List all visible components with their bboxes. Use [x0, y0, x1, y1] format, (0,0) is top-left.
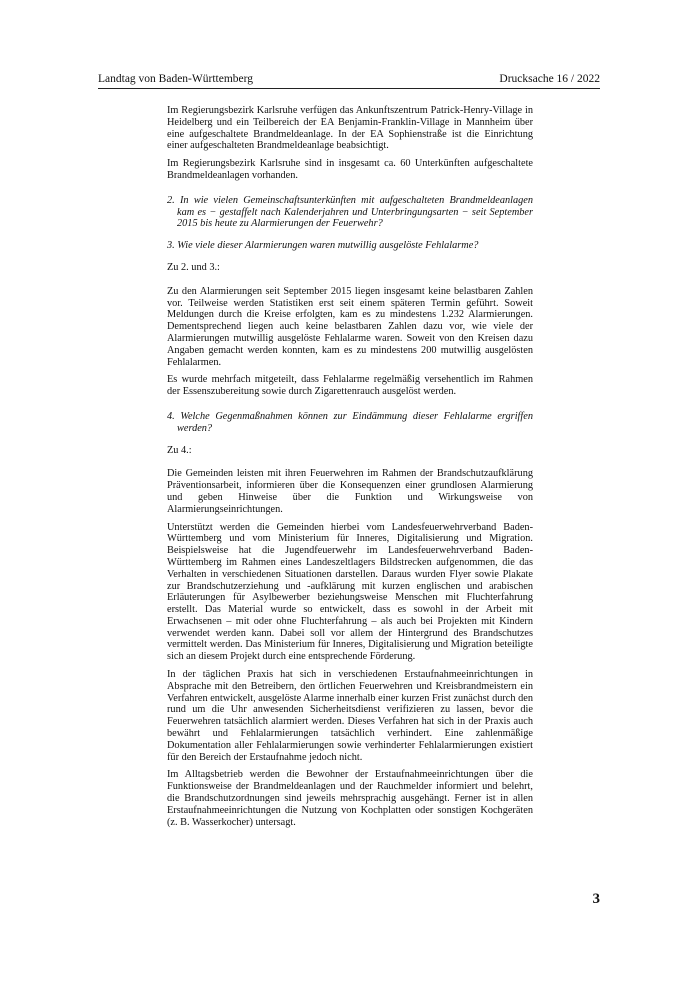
paragraph: Es wurde mehrfach mitgeteilt, dass Fehlalarme regelmäßig versehentlich im Rahmen der Essenszubereitung sowie durch Zigarettenrauch ausgelöst werden. — [167, 374, 533, 398]
question-3: 3. Wie viele dieser Alarmierungen waren mutwillig ausgelöste Fehlalarme? — [167, 240, 479, 252]
header-parliament: Landtag von Baden-Württemberg — [98, 73, 253, 85]
answer-heading-4: Zu 4.: — [167, 444, 192, 456]
paragraph: Die Gemeinden leisten mit ihren Feuerwehren im Rahmen der Brandschutzaufklärung Präventionsarbeit, informieren über die Konsequenzen einer grundlosen Alarmierung und geben Hinweise über die Funktion und Wirkungsweise von Alarmierungseinrichtungen. — [167, 468, 533, 515]
header-document-number: Drucksache 16 / 2022 — [499, 73, 600, 85]
answer-heading-2-3: Zu 2. und 3.: — [167, 261, 220, 273]
paragraph: Im Alltagsbetrieb werden die Bewohner der Erstaufnahmeeinrichtungen über die Funktionsweise der Brandmeldeanlagen und der Rauchmelder informiert und belehrt, die Brandschutzordnungen sind jeweils mehrsprachig ausgehängt. Ferner ist in allen Erstaufnahmeeinrichtungen die Nutzung von Kochplatten oder sonstigen Kochgeräten (z. B. Wasserkocher) untersagt. — [167, 769, 533, 828]
page-header — [98, 72, 600, 86]
header-rule — [98, 88, 600, 89]
document-body — [167, 105, 533, 834]
paragraph: Im Regierungsbezirk Karlsruhe sind in insgesamt ca. 60 Unterkünften aufgeschaltete Brandmeldeanlagen vorhanden. — [167, 158, 533, 181]
paragraph: Im Regierungsbezirk Karlsruhe verfügen das Ankunftszentrum Patrick-Henry-Village in Heidelberg und ein Teilbereich der EA Benjamin-Franklin-Village in Mannheim über eine aufgeschaltete Brandmeldeanlage. In der EA Sophienstraße ist die Einrichtung einer aufgeschalteten Brandmeldeanlage beabsichtigt. — [167, 105, 533, 152]
question-2: 2. In wie vielen Gemeinschaftsunterkünften mit aufgeschalteten Brandmeldeanlagen kam es − gestaffelt nach Kalenderjahren und Unterbringungsarten − seit September 2015 bis heute zu Alarmierungen der Feuerwehr? — [167, 194, 533, 230]
question-4: 4. Welche Gegenmaßnahmen können zur Eindämmung dieser Fehlalarme ergriffen werden? — [167, 410, 533, 434]
paragraph: Unterstützt werden die Gemeinden hierbei vom Landesfeuerwehrverband Baden-Württemberg und vom Ministerium für Inneres, Digitalisierung und Migration. Beispielsweise hat die Jugendfeuerwehr im Landesfeuerwehrverband Baden-Württemberg im Rahmen eines Landeszeltlagers Bildstrecken aufgenommen, die das Verhalten in verschiedenen Situationen darstellen. Daraus wurden Flyer sowie Plakate zur Brandschutzerziehung und -aufklärung mit kurzen englischen und arabischen Erläuterungen für Asylbewerber beziehungsweise Menschen mit Fluchterfahrung erstellt. Das Material wurde so entwickelt, dass es sowohl in der Arbeit mit Erwachsenen – mit oder ohne Fluchterfahrung – als auch bei Projekten mit Kindern verwendet werden kann. Dabei soll vor allem der Hintergrund des Brandschutzes vermittelt werden. Das Ministerium für Inneres, Digitalisierung und Migration beteiligte sich an diesem Projekt durch eine entsprechende Förderung. — [167, 521, 533, 663]
page-number: 3 — [592, 891, 600, 907]
paragraph: Zu den Alarmierungen seit September 2015 liegen insgesamt keine belastbaren Zahlen vor. Teilweise werden Statistiken erst seit einem späteren Termin geführt. Soweit Meldungen durch die Kreise erfolgten, kam es zu mindestens 1.232 Alarmierungen. Dementsprechend liegen auch keine belastbaren Zahlen dazu vor, wie viele der Alarmierungen mutwillig ausgelöste Fehlalarme waren. Soweit von den Kreisen dazu Angaben gemacht werden konnten, kam es zu mindestens 200 mutwillig ausgelösten Fehlalarmen. — [167, 285, 533, 368]
paragraph: In der täglichen Praxis hat sich in verschiedenen Erstaufnahmeeinrichtungen in Absprache mit den Betreibern, den örtlichen Feuerwehren und Kreisbrandmeistern ein Verfahren entwickelt, ausgelöste Alarme innerhalb einer kurzen Frist zunächst durch den rund um die Uhr anwesenden Sicherheitsdienst verifizieren zu lassen, bevor die Feuerwehren tatsächlich alarmiert werden. Dieses Verfahren hat sich in der Praxis auch bewährt und Fehlalarmierungen tatsächlich verhindert. Eine zahlenmäßige Dokumentation aller Fehlalarmierungen sowie verhinderter Fehlalarmierungen existiert für den Bereich der Erstaufnahme jedoch nicht. — [167, 669, 533, 763]
